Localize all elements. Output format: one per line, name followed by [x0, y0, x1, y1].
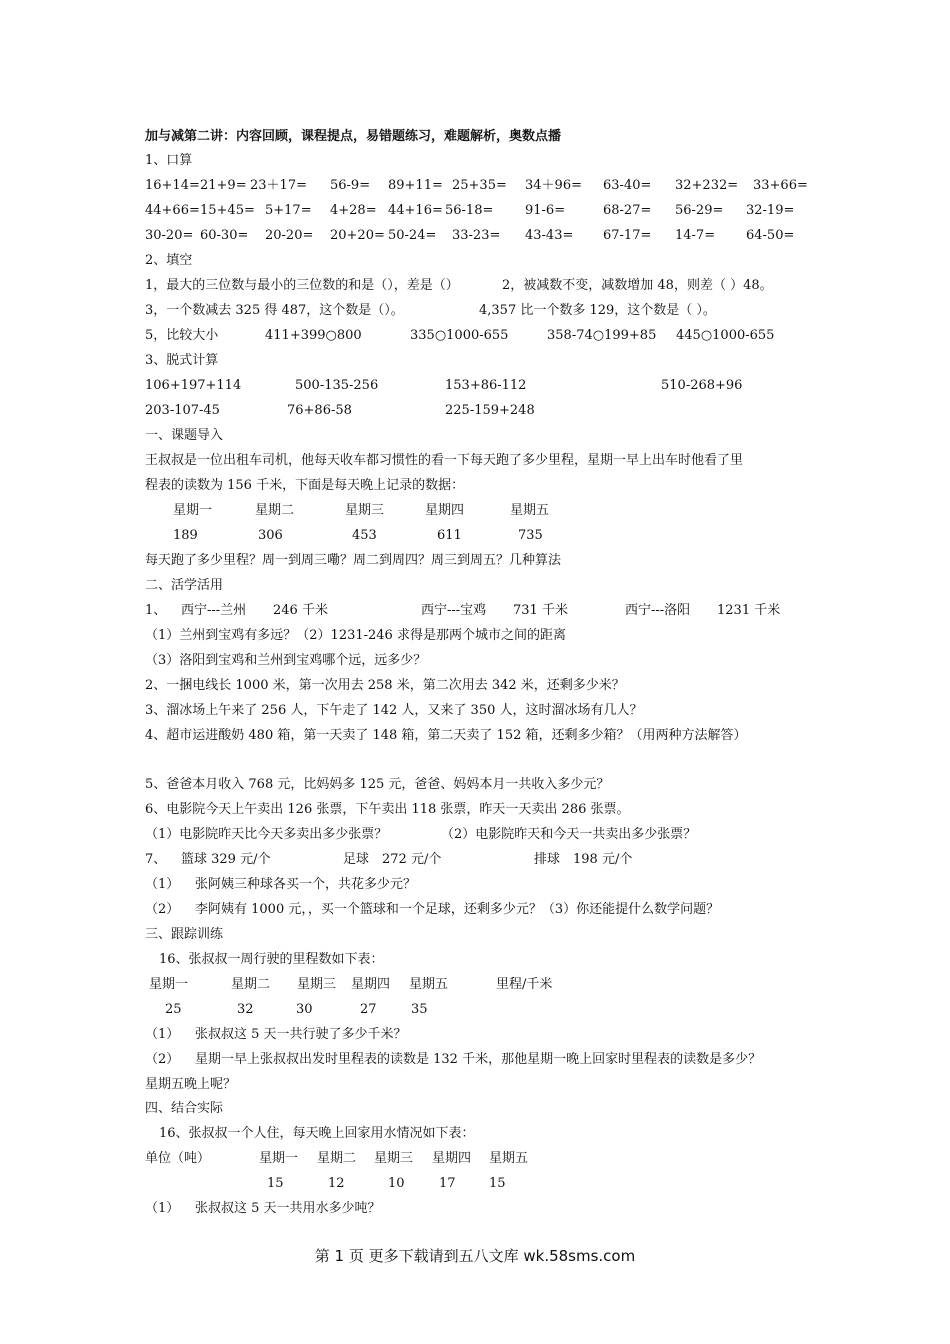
oral-item: 33+66= [753, 178, 808, 193]
oral-item: 56-29= [675, 203, 724, 218]
calc-item: 500-135-256 [295, 378, 379, 393]
oral-item: 91-6= [525, 203, 566, 218]
day-label: 星期三 [345, 503, 385, 518]
odometer-value: 735 [518, 528, 543, 543]
section-heading-practice: 二、活学活用 [145, 578, 224, 593]
table-cell: 35 [411, 1002, 428, 1017]
table-header: 星期三 [374, 1151, 414, 1166]
practice-line: 5、爸爸本月收入 768 元，比妈妈多 125 元，爸爸、妈妈本月一共收入多少元？ [145, 777, 610, 792]
question-number: （2） [145, 1052, 180, 1067]
oral-item: 14-7= [675, 228, 716, 243]
oral-item: 33-23= [452, 228, 501, 243]
intro-text-1: 王叔叔是一位出租车司机，他每天收车都习惯性的看一下每天跑了多少里程，星期一早上出车时他看了里 [145, 453, 744, 468]
sub-question: 张阿姨三种球各买一个，共花多少元？ [195, 877, 417, 892]
oral-item: 44+16= [388, 203, 443, 218]
oral-item: 68-27= [603, 203, 652, 218]
oral-item: 44+66= [145, 203, 200, 218]
table-cell: 12 [328, 1176, 345, 1191]
oral-item: 56-18= [445, 203, 494, 218]
table-header: 里程/千米 [496, 977, 553, 992]
question-number: （1） [145, 1201, 180, 1216]
route-distance: 1231 千米 [717, 603, 781, 618]
odometer-value: 611 [437, 528, 462, 543]
section-heading-intro: 一、课题导入 [145, 428, 224, 443]
compare-item: 358-74○199+85 [547, 328, 657, 343]
sub-question: （1）电影院昨天比今天多卖出多少张票？ [145, 827, 388, 842]
question-number: （1） [145, 1027, 180, 1042]
price-item: 篮球 329 元/个 [181, 852, 271, 867]
intro-question: 每天跑了多少里程？周一到周三嘞？周二到周四？周三到周五？几种算法 [145, 553, 562, 568]
question-number: （2） [145, 902, 180, 917]
route-distance: 731 千米 [513, 603, 568, 618]
section-heading-fill: 2、填空 [145, 253, 193, 268]
table-cell: 27 [360, 1002, 377, 1017]
question-number: 1、 [145, 603, 167, 618]
section-heading-calc: 3、脱式计算 [145, 353, 219, 368]
sub-question: 张叔叔这 5 天一共行驶了多少千米？ [195, 1027, 407, 1042]
fill-question-1: 1，最大的三位数与最小的三位数的和是（），差是（） [145, 278, 459, 293]
odometer-value: 189 [173, 528, 198, 543]
fill-question-2: 2，被减数不变，减数增加 48，则差（ ）48。 [502, 278, 773, 293]
day-label: 星期一 [173, 503, 213, 518]
table-header: 星期四 [351, 977, 391, 992]
practice-line: 2、一捆电线长 1000 米，第一次用去 258 米，第二次用去 342 米，还剩多少米？ [145, 678, 625, 693]
oral-item: 25+35= [452, 178, 507, 193]
sub-question: 李阿姨有 1000 元，，买一个篮球和一个足球，还剩多少元？（3）你还能提什么数学问题？ [195, 902, 720, 917]
table-header: 星期五 [409, 977, 449, 992]
table-cell: 15 [489, 1176, 506, 1191]
oral-item: 21+9= [200, 178, 247, 193]
table-header: 星期三 [297, 977, 337, 992]
odometer-value: 306 [258, 528, 283, 543]
intro-text-2: 程表的读数为 156 千米，下面是每天晚上记录的数据： [145, 478, 465, 493]
lesson-title: 加与减第二讲：内容回顾，课程提点，易错题练习，难题解析，奥数点播 [145, 129, 562, 144]
water-intro-text: 16、张叔叔一个人住，每天晚上回家用水情况如下表： [159, 1126, 475, 1141]
oral-item: 30-20= [145, 228, 194, 243]
odometer-value: 453 [352, 528, 377, 543]
oral-item: 20-20= [265, 228, 314, 243]
oral-item: 32+232= [675, 178, 739, 193]
practice-line: （3）洛阳到宝鸡和兰州到宝鸡哪个远，远多少？ [145, 653, 427, 668]
table-cell: 17 [439, 1176, 456, 1191]
practice-line: 6、电影院今天上午卖出 126 张票，下午卖出 118 张票，昨天一天卖出 286 张票。 [145, 802, 630, 817]
table-header: 星期一 [149, 977, 189, 992]
table-header: 单位（吨） [145, 1151, 211, 1166]
table-header: 星期五 [489, 1151, 529, 1166]
calc-item: 203-107-45 [145, 403, 220, 418]
oral-item: 16+14= [145, 178, 200, 193]
section-heading-tracking: 三、跟踪训练 [145, 927, 224, 942]
price-item: 足球 272 元/个 [343, 852, 442, 867]
oral-item: 32-19= [746, 203, 795, 218]
practice-line: 3、溜冰场上午来了 256 人，下午走了 142 人，又来了 350 人，这时溜冰场有几人？ [145, 703, 643, 718]
calc-item: 153+86-112 [445, 378, 527, 393]
table-header: 星期四 [432, 1151, 472, 1166]
practice-line: 4、超市运进酸奶 480 箱，第一天卖了 148 箱，第二天卖了 152 箱，还剩多少箱？（用两种方法解答） [145, 728, 747, 743]
table-cell: 30 [296, 1002, 313, 1017]
table-cell: 10 [388, 1176, 405, 1191]
fill-question-4: 4,357 比一个数多 129，这个数是（ ）。 [479, 303, 716, 318]
tracking-question-3: 星期五晚上呢？ [145, 1077, 237, 1092]
compare-item: 445○1000-655 [676, 328, 775, 343]
fill-question-3: 3，一个数减去 325 得 487，这个数是（）。 [145, 303, 404, 318]
oral-item: 43-43= [525, 228, 574, 243]
day-label: 星期四 [425, 503, 465, 518]
oral-item: 50-24= [388, 228, 437, 243]
table-cell: 25 [165, 1002, 182, 1017]
calc-item: 225-159+248 [445, 403, 535, 418]
oral-item: 34＋96= [525, 178, 582, 193]
day-label: 星期五 [510, 503, 550, 518]
day-label: 星期二 [255, 503, 295, 518]
oral-item: 89+11= [388, 178, 443, 193]
table-header: 星期二 [231, 977, 271, 992]
compare-item: 411+399○800 [265, 328, 362, 343]
compare-label: 5，比较大小 [145, 328, 219, 343]
route-label: 西宁---兰州 [181, 603, 247, 618]
price-item: 排球 198 元/个 [534, 852, 633, 867]
oral-item: 20+20= [330, 228, 385, 243]
sub-question: （2）电影院昨天和今天一共卖出多少张票？ [441, 827, 697, 842]
sub-question: 张叔叔这 5 天一共用水多少吨？ [195, 1201, 381, 1216]
oral-item: 5+17= [265, 203, 312, 218]
oral-item: 56-9= [330, 178, 371, 193]
question-number: （1） [145, 877, 180, 892]
oral-item: 60-30= [200, 228, 249, 243]
route-label: 西宁---宝鸡 [421, 603, 487, 618]
calc-item: 510-268+96 [661, 378, 743, 393]
table-header: 星期二 [317, 1151, 357, 1166]
table-header: 星期一 [259, 1151, 299, 1166]
section-heading-practical: 四、结合实际 [145, 1101, 224, 1116]
tracking-intro-text: 16、张叔叔一周行驶的里程数如下表： [159, 952, 384, 967]
calc-item: 106+197+114 [145, 378, 242, 393]
practice-line: （1）兰州到宝鸡有多远？（2）1231-246 求得是那两个城市之间的距离 [145, 628, 566, 643]
oral-item: 67-17= [603, 228, 652, 243]
table-cell: 15 [267, 1176, 284, 1191]
oral-item: 4+28= [330, 203, 377, 218]
section-heading-oral: 1、口算 [145, 153, 193, 168]
question-number: 7、 [145, 852, 167, 867]
table-cell: 32 [237, 1002, 254, 1017]
route-label: 西宁---洛阳 [625, 603, 691, 618]
oral-item: 23＋17= [250, 178, 307, 193]
oral-item: 15+45= [200, 203, 255, 218]
route-distance: 246 千米 [273, 603, 328, 618]
calc-item: 76+86-58 [287, 403, 352, 418]
sub-question: 星期一早上张叔叔出发时里程表的读数是 132 千米，那他星期一晚上回家时里程表的读数是多少？ [195, 1052, 762, 1067]
compare-item: 335○1000-655 [410, 328, 509, 343]
oral-item: 64-50= [746, 228, 795, 243]
oral-item: 63-40= [603, 178, 652, 193]
page-footer: 第 1 页 更多下载请到五八文库 wk.58sms.com [314, 1247, 636, 1265]
